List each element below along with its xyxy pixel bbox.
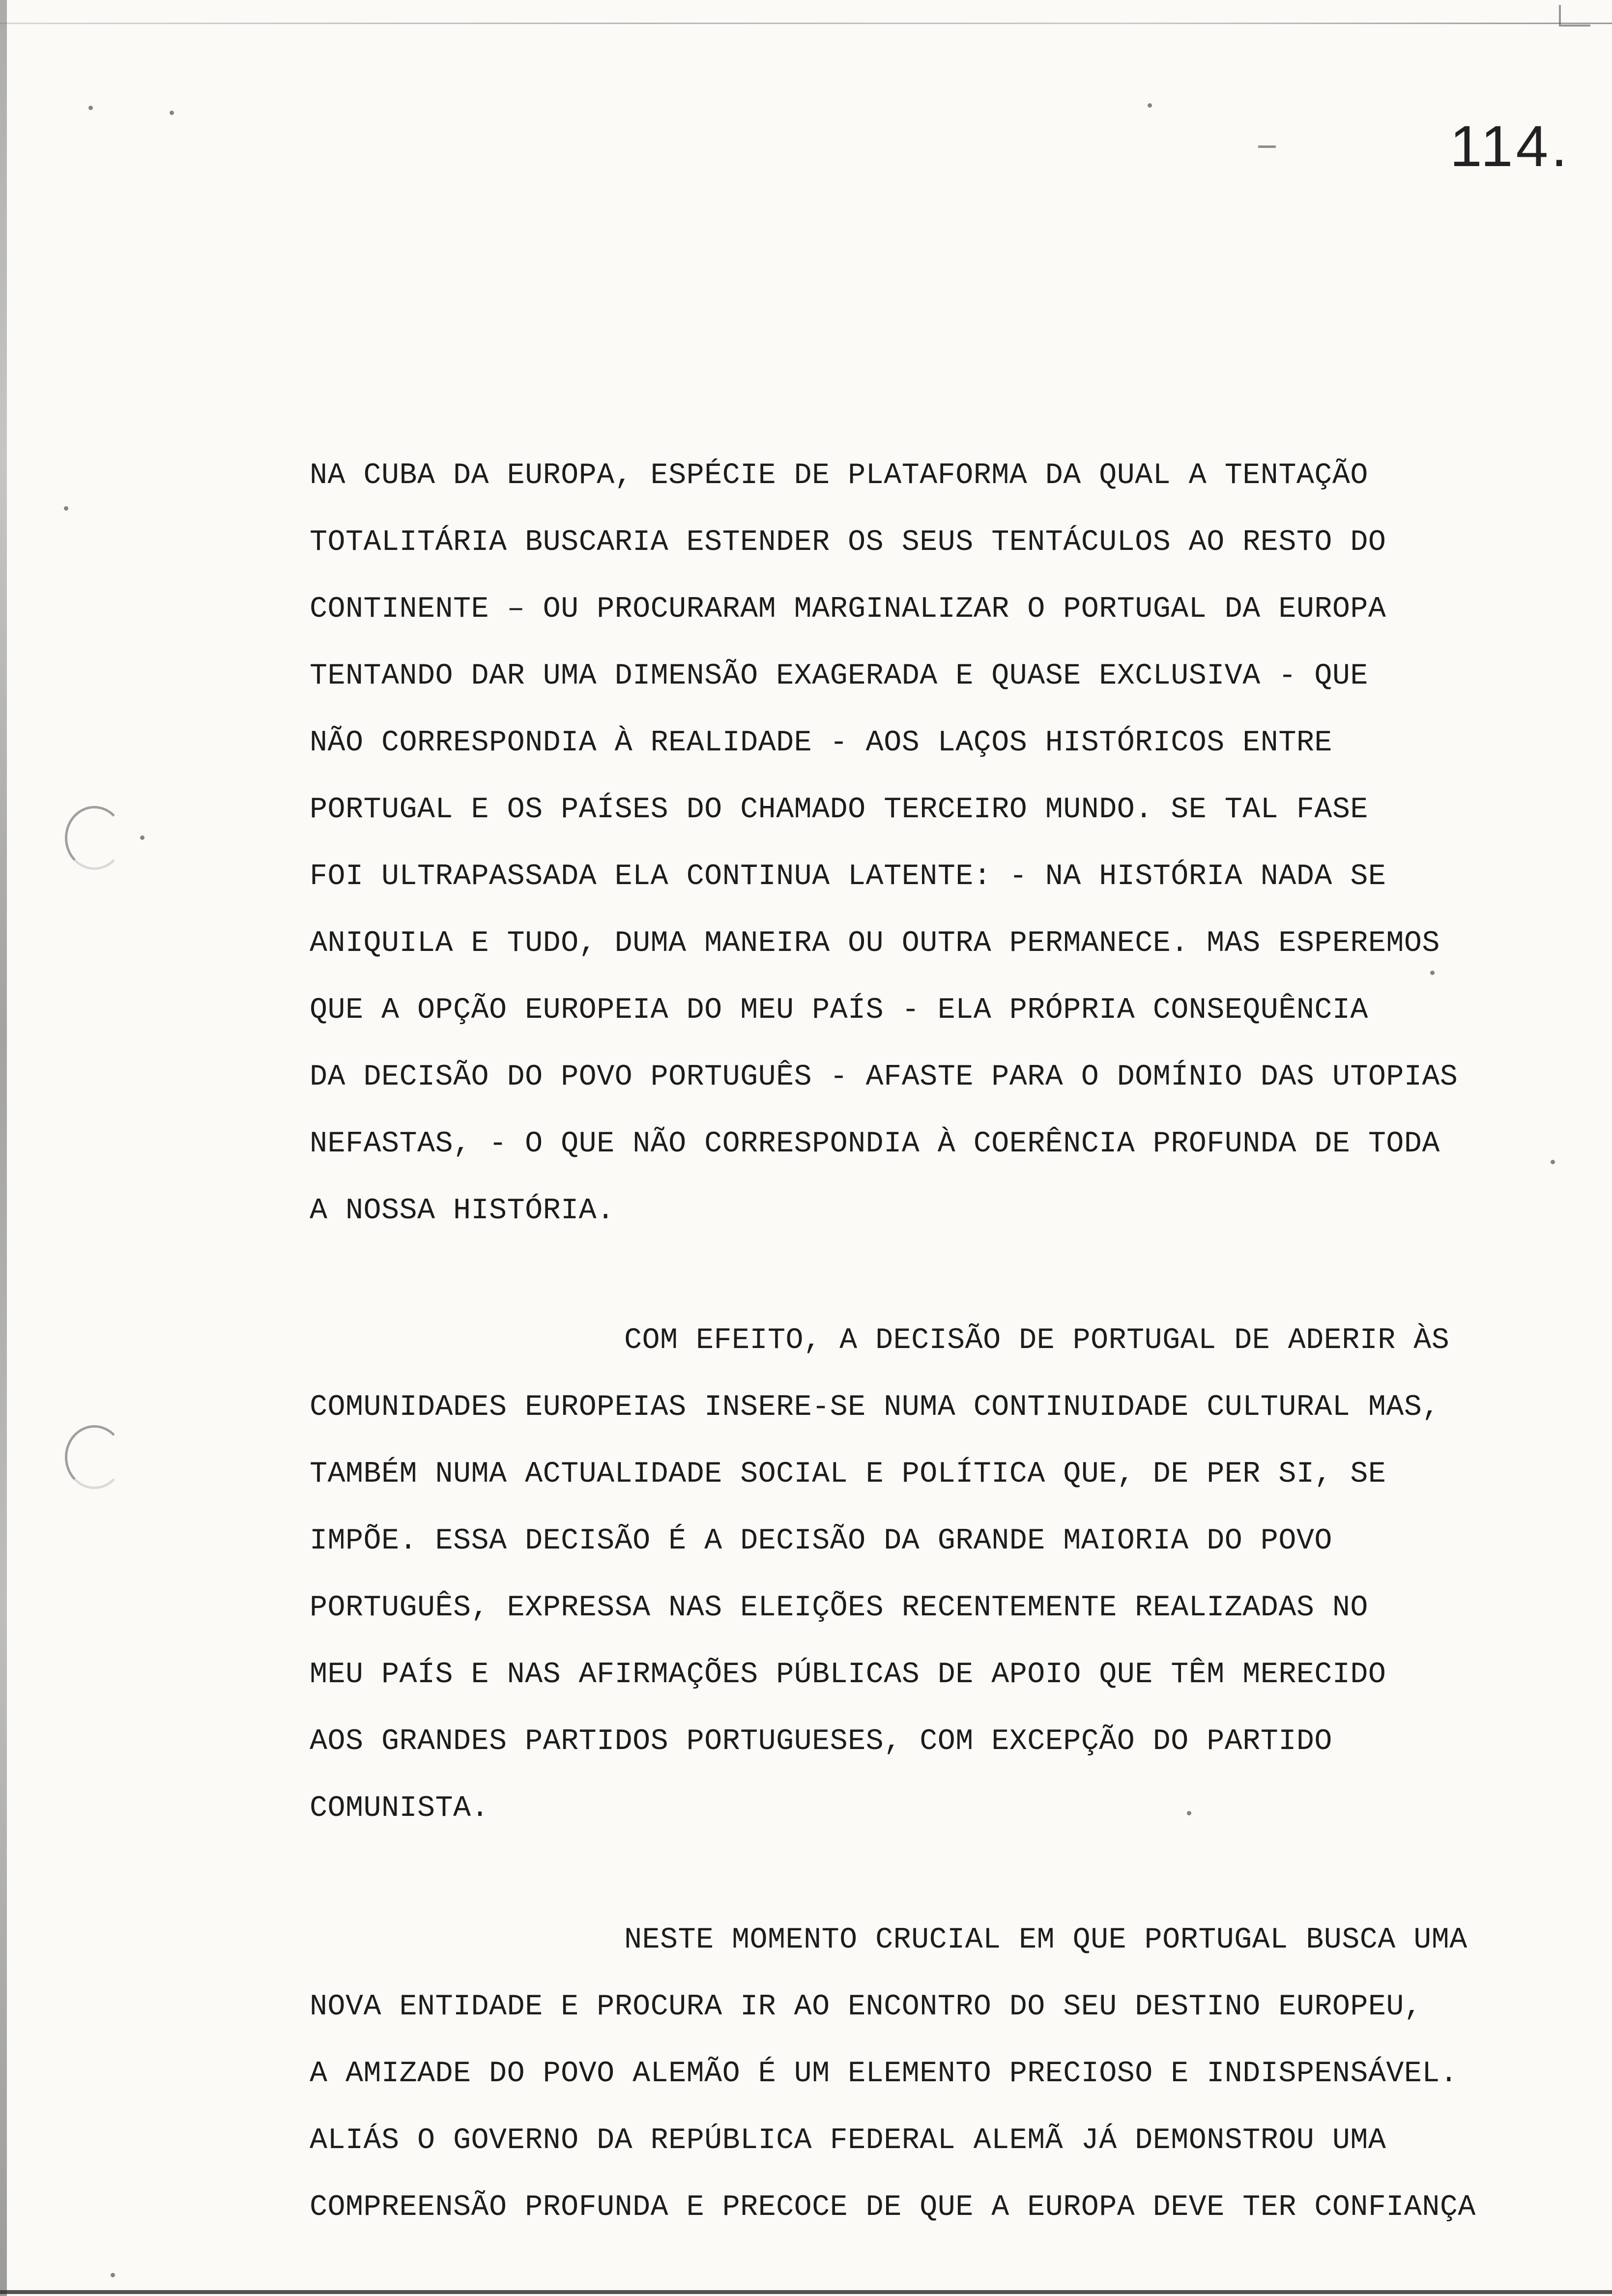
text-line: IMPÕE. ESSA DECISÃO É A DECISÃO DA GRANDE MAIORIA DO POVO [310, 1524, 1332, 1558]
text-line: A NOSSA HISTÓRIA. [310, 1194, 615, 1228]
text-line: TENTANDO DAR UMA DIMENSÃO EXAGERADA E QUASE EXCLUSIVA - QUE [310, 660, 1368, 693]
scan-speck [88, 106, 93, 110]
text-line: A AMIZADE DO POVO ALEMÃO É UM ELEMENTO PRECIOSO E INDISPENSÁVEL. [310, 2057, 1458, 2091]
text-line: ANIQUILA E TUDO, DUMA MANEIRA OU OUTRA PERMANECE. MAS ESPEREMOS [310, 927, 1440, 960]
dash-mark [1258, 145, 1276, 148]
text-line: COMPREENSÃO PROFUNDA E PRECOCE DE QUE A EUROPA DEVE TER CONFIANÇA [310, 2191, 1476, 2224]
text-line: AOS GRANDES PARTIDOS PORTUGUESES, COM EXCEPÇÃO DO PARTIDO [310, 1725, 1332, 1758]
text-line: COMUNIDADES EUROPEIAS INSERE-SE NUMA CONTINUIDADE CULTURAL MAS, [310, 1391, 1440, 1424]
page-number: 114. [1450, 114, 1570, 179]
scan-speck [170, 111, 174, 115]
text-line: FOI ULTRAPASSADA ELA CONTINUA LATENTE: - NA HISTÓRIA NADA SE [310, 860, 1386, 893]
text-line: NA CUBA DA EUROPA, ESPÉCIE DE PLATAFORMA DA QUAL A TENTAÇÃO [310, 459, 1368, 492]
corner-mark [1559, 5, 1590, 27]
scan-speck [1148, 103, 1152, 108]
text-line: MEU PAÍS E NAS AFIRMAÇÕES PÚBLICAS DE APOIO QUE TÊM MERECIDO [310, 1658, 1386, 1692]
scan-left-edge [0, 0, 7, 2296]
text-line: ALIÁS O GOVERNO DA REPÚBLICA FEDERAL ALEMÃ JÁ DEMONSTROU UMA [310, 2124, 1386, 2157]
text-line: NÃO CORRESPONDIA À REALIDADE - AOS LAÇOS HISTÓRICOS ENTRE [310, 726, 1332, 760]
text-line: NESTE MOMENTO CRUCIAL EM QUE PORTUGAL BUSCA UMA [624, 1923, 1468, 1957]
text-line: TOTALITÁRIA BUSCARIA ESTENDER OS SEUS TENTÁCULOS AO RESTO DO [310, 526, 1386, 559]
text-line: COM EFEITO, A DECISÃO DE PORTUGAL DE ADERIR ÀS [624, 1324, 1450, 1357]
text-line: QUE A OPÇÃO EUROPEIA DO MEU PAÍS - ELA PRÓPRIA CONSEQUÊNCIA [310, 994, 1368, 1027]
scan-speck [140, 835, 144, 840]
text-line: DA DECISÃO DO POVO PORTUGUÊS - AFASTE PARA O DOMÍNIO DAS UTOPIAS [310, 1061, 1458, 1094]
punch-hole-mark [65, 806, 124, 870]
text-line: NEFASTAS, - O QUE NÃO CORRESPONDIA À COERÊNCIA PROFUNDA DE TODA [310, 1127, 1440, 1161]
scan-top-edge [0, 23, 1612, 24]
text-line: TAMBÉM NUMA ACTUALIDADE SOCIAL E POLÍTICA QUE, DE PER SI, SE [310, 1458, 1386, 1491]
paragraph-1 [310, 442, 1597, 1244]
text-line: NOVA ENTIDADE E PROCURA IR AO ENCONTRO DO SEU DESTINO EUROPEU, [310, 1990, 1422, 2024]
paragraph-3 [310, 1907, 1597, 2241]
scan-speck [111, 2273, 115, 2277]
text-line: COMUNISTA. [310, 1792, 489, 1825]
punch-hole-mark [65, 1425, 124, 1489]
scan-speck [64, 506, 68, 511]
text-line: PORTUGUÊS, EXPRESSA NAS ELEIÇÕES RECENTEMENTE REALIZADAS NO [310, 1591, 1368, 1625]
text-line: CONTINENTE – OU PROCURARAM MARGINALIZAR O PORTUGAL DA EUROPA [310, 593, 1386, 626]
scan-bottom-edge [0, 2290, 1612, 2294]
text-line: PORTUGAL E OS PAÍSES DO CHAMADO TERCEIRO MUNDO. SE TAL FASE [310, 793, 1368, 827]
paragraph-2 [310, 1307, 1597, 1842]
